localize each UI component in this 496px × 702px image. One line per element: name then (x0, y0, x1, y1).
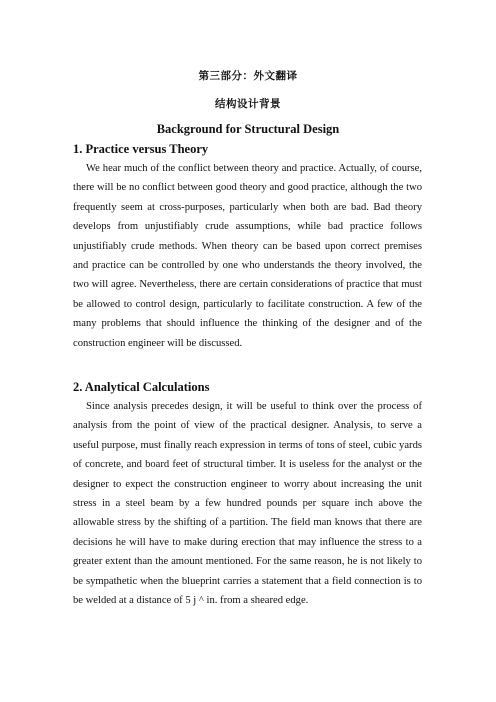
chinese-title: 结构设计背景 (215, 98, 281, 110)
english-title: Background for Structural Design (156, 122, 340, 136)
section-heading-analytical-calculations: 2. Analytical Calculations (73, 380, 210, 394)
section-heading-practice-theory: 1. Practice versus Theory (73, 142, 209, 156)
section-paragraph-practice-theory: We hear much of the conflict between theory and practice. Actually, of course, there will be no conflict between good theory and good practice, although the two frequently seem at cross-purposes, particularly when both are bad. Bad theory develops from unjustifiably crude assumptions, while bad practice follows unjustifiably crude methods. When theory can be based upon correct premises and practice can be controlled by one who understands the theory involved, the two will agree. Nevertheless, there are certain considerations of practice that must be allowed to control design, particularly to facilitate construction. A few of the many problems that should influence the thinking of the designer and of the construction engineer will be discussed. (73, 163, 422, 349)
section-paragraph-analytical-calculations: Since analysis precedes design, it will be useful to think over the process of analysis from the point of view of the practical designer. Analysis, to serve a useful purpose, must finally reach expression in terms of tons of steel, cubic yards of concrete, and board feet of structural timber. It is useless for the analyst or the designer to expect the construction engineer to worry about increasing the unit stress in a steel beam by a few hundred pounds per square inch above the allowable stress by the shifting of a partition. The field man knows that there are decisions he will have to make during erection that may influence the stress to a greater extent than the amount mentioned. For the same reason, he is not likely to be sympathetic when the blueprint carries a statement that a field connection is to be welded at a distance of 5 j ^ in. from a sheared edge. (73, 401, 422, 607)
part-title: 第三部分：外文翻译 (198, 70, 298, 82)
